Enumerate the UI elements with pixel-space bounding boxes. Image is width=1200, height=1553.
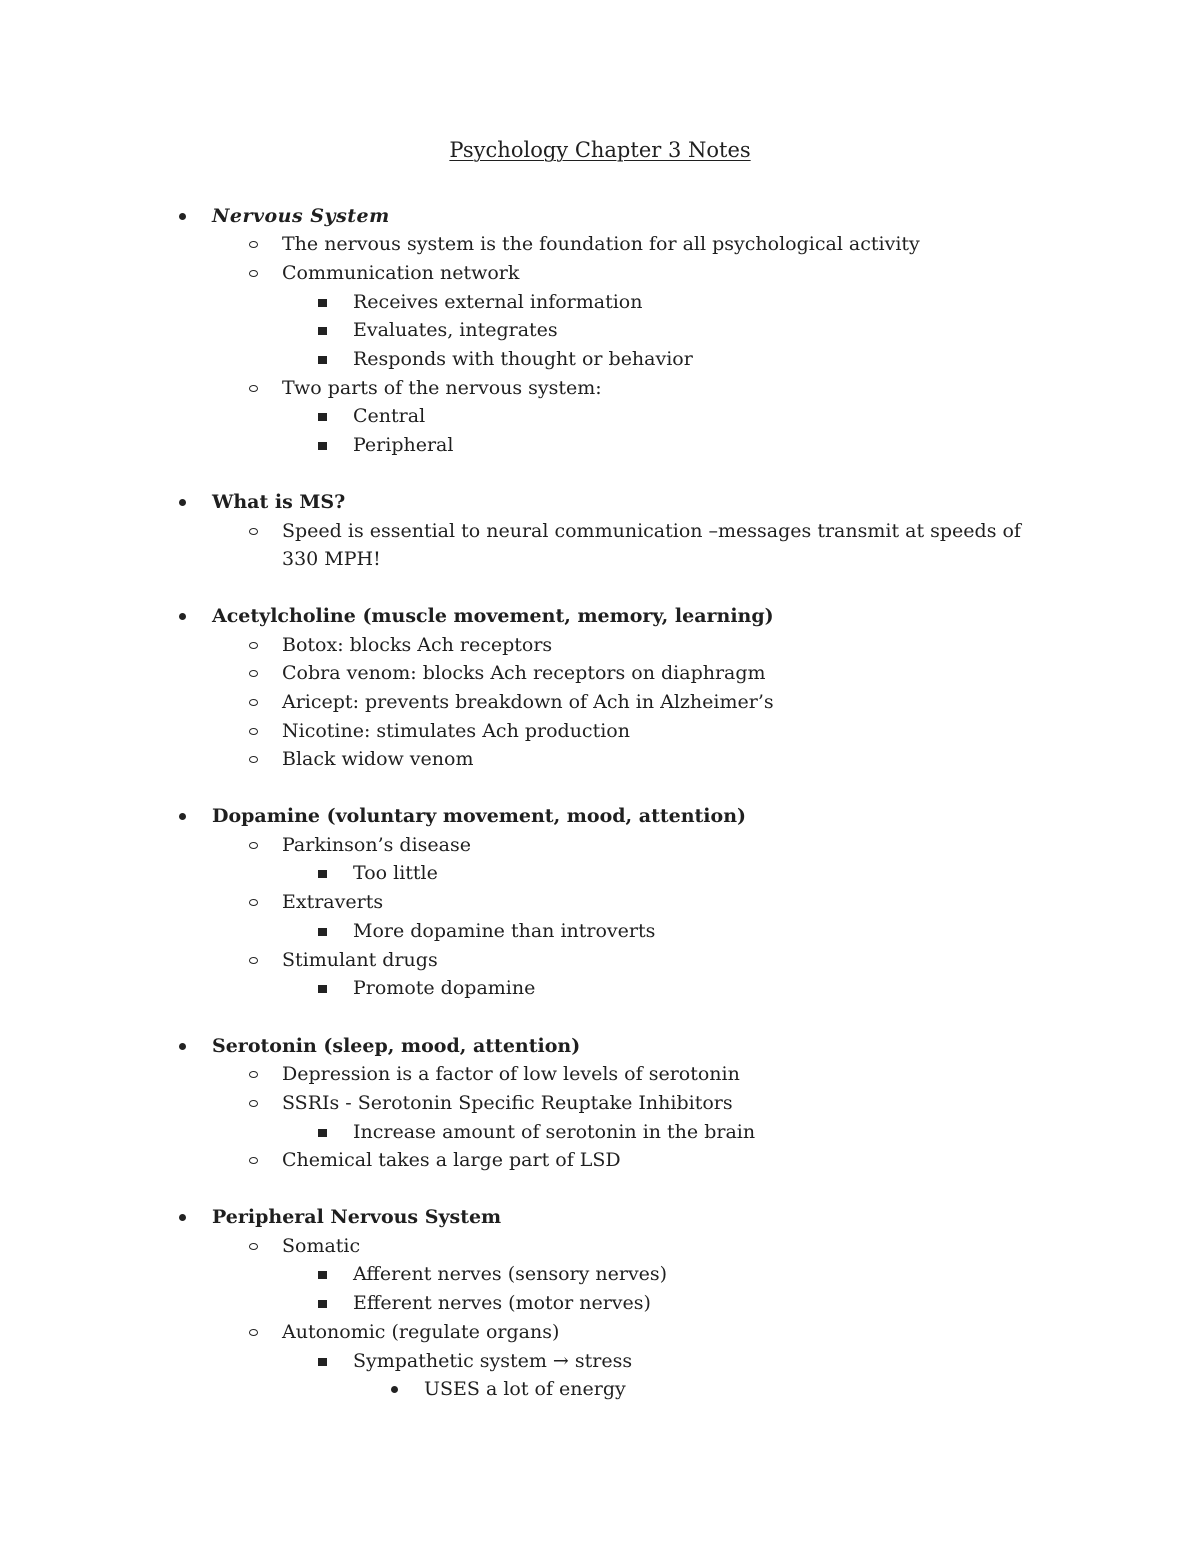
heading-text: Dopamine (voluntary movement, mood, attention) <box>212 805 747 827</box>
list-item-text: Autonomic (regulate organs) <box>282 1321 560 1343</box>
list-subitem-text: Central <box>353 405 426 427</box>
page-title: Psychology Chapter 3 Notes <box>449 138 751 162</box>
bullet-square-icon <box>318 1300 327 1308</box>
bullet-circle-icon <box>249 1243 258 1250</box>
list-subitem-text: Efferent nerves (motor nerves) <box>353 1292 651 1314</box>
list-subitem-text: Promote dopamine <box>353 977 536 999</box>
bullet-circle-icon <box>249 842 258 849</box>
bullet-square-icon <box>318 870 327 878</box>
list-subitem-text: Too little <box>353 862 438 884</box>
bullet-dot-icon <box>179 1214 186 1221</box>
list-subitem-text: Responds with thought or behavior <box>353 348 693 370</box>
bullet-dot-icon <box>179 813 186 820</box>
bullet-square-icon <box>318 299 327 307</box>
bullet-square-icon <box>318 413 327 421</box>
list-item-text: SSRIs - Serotonin Specific Reuptake Inhibitors <box>282 1092 733 1114</box>
list-item-text: Chemical takes a large part of LSD <box>282 1149 621 1171</box>
bullet-circle-icon <box>249 1100 258 1107</box>
bullet-circle-icon <box>249 270 258 277</box>
list-item-text: Somatic <box>282 1235 361 1257</box>
bullet-circle-icon <box>249 670 258 677</box>
heading-text: Nervous System <box>212 205 390 227</box>
list-subitem-text: Peripheral <box>353 434 454 456</box>
bullet-square-icon <box>318 985 327 993</box>
bullet-circle-icon <box>249 642 258 649</box>
heading-text: Peripheral Nervous System <box>212 1206 502 1228</box>
list-item-text: Speed is essential to neural communication –messages transmit at speeds of <box>282 520 1021 542</box>
list-subitem-text: Increase amount of serotonin in the brain <box>353 1121 756 1143</box>
bullet-square-icon <box>318 356 327 364</box>
bullet-circle-icon <box>249 957 258 964</box>
bullet-dot-icon <box>179 613 186 620</box>
bullet-dot-icon <box>179 499 186 506</box>
heading-text: Acetylcholine (muscle movement, memory, learning) <box>212 605 774 627</box>
bullet-square-icon <box>318 1271 327 1279</box>
bullet-circle-icon <box>249 528 258 535</box>
bullet-circle-icon <box>249 385 258 392</box>
bullet-square-icon <box>318 928 327 936</box>
bullet-dot-icon <box>179 213 186 220</box>
heading-text: Serotonin (sleep, mood, attention) <box>212 1035 581 1057</box>
list-item-text: Botox: blocks Ach receptors <box>282 634 553 656</box>
list-item-text: Communication network <box>282 262 520 284</box>
bullet-circle-icon <box>249 1329 258 1336</box>
list-item-text: Black widow venom <box>282 748 474 770</box>
bullet-dot-icon <box>179 1043 186 1050</box>
bullet-circle-icon <box>249 1157 258 1164</box>
bullet-circle-icon <box>249 699 258 706</box>
bullet-circle-icon <box>249 756 258 763</box>
list-item-text: Parkinson’s disease <box>282 834 471 856</box>
list-item-text: Nicotine: stimulates Ach production <box>282 720 630 742</box>
bullet-circle-icon <box>249 1071 258 1078</box>
bullet-square-icon <box>318 442 327 450</box>
list-subitem-text: Sympathetic system → stress <box>353 1350 633 1372</box>
bullet-circle-icon <box>249 241 258 248</box>
bullet-square-icon <box>318 1129 327 1137</box>
bullet-dot-icon <box>391 1386 398 1393</box>
bullet-square-icon <box>318 327 327 335</box>
heading-text: What is MS? <box>212 491 346 513</box>
list-item-text: Extraverts <box>282 891 384 913</box>
list-subsubitem-text: USES a lot of energy <box>424 1378 626 1400</box>
list-item-text: The nervous system is the foundation for all psychological activity <box>282 233 920 255</box>
list-subitem-text: Evaluates, integrates <box>353 319 558 341</box>
list-item-text: Depression is a factor of low levels of serotonin <box>282 1063 740 1085</box>
bullet-circle-icon <box>249 728 258 735</box>
list-item-text: Cobra venom: blocks Ach receptors on diaphragm <box>282 662 766 684</box>
list-subitem-text: Afferent nerves (sensory nerves) <box>353 1263 668 1285</box>
list-item-text: Stimulant drugs <box>282 949 438 971</box>
bullet-square-icon <box>318 1358 327 1366</box>
list-item-text: 330 MPH! <box>282 548 381 570</box>
list-item-text: Two parts of the nervous system: <box>282 377 602 399</box>
list-item-text: Aricept: prevents breakdown of Ach in Alzheimer’s <box>282 691 774 713</box>
list-subitem-text: Receives external information <box>353 291 643 313</box>
bullet-circle-icon <box>249 899 258 906</box>
list-subitem-text: More dopamine than introverts <box>353 920 656 942</box>
